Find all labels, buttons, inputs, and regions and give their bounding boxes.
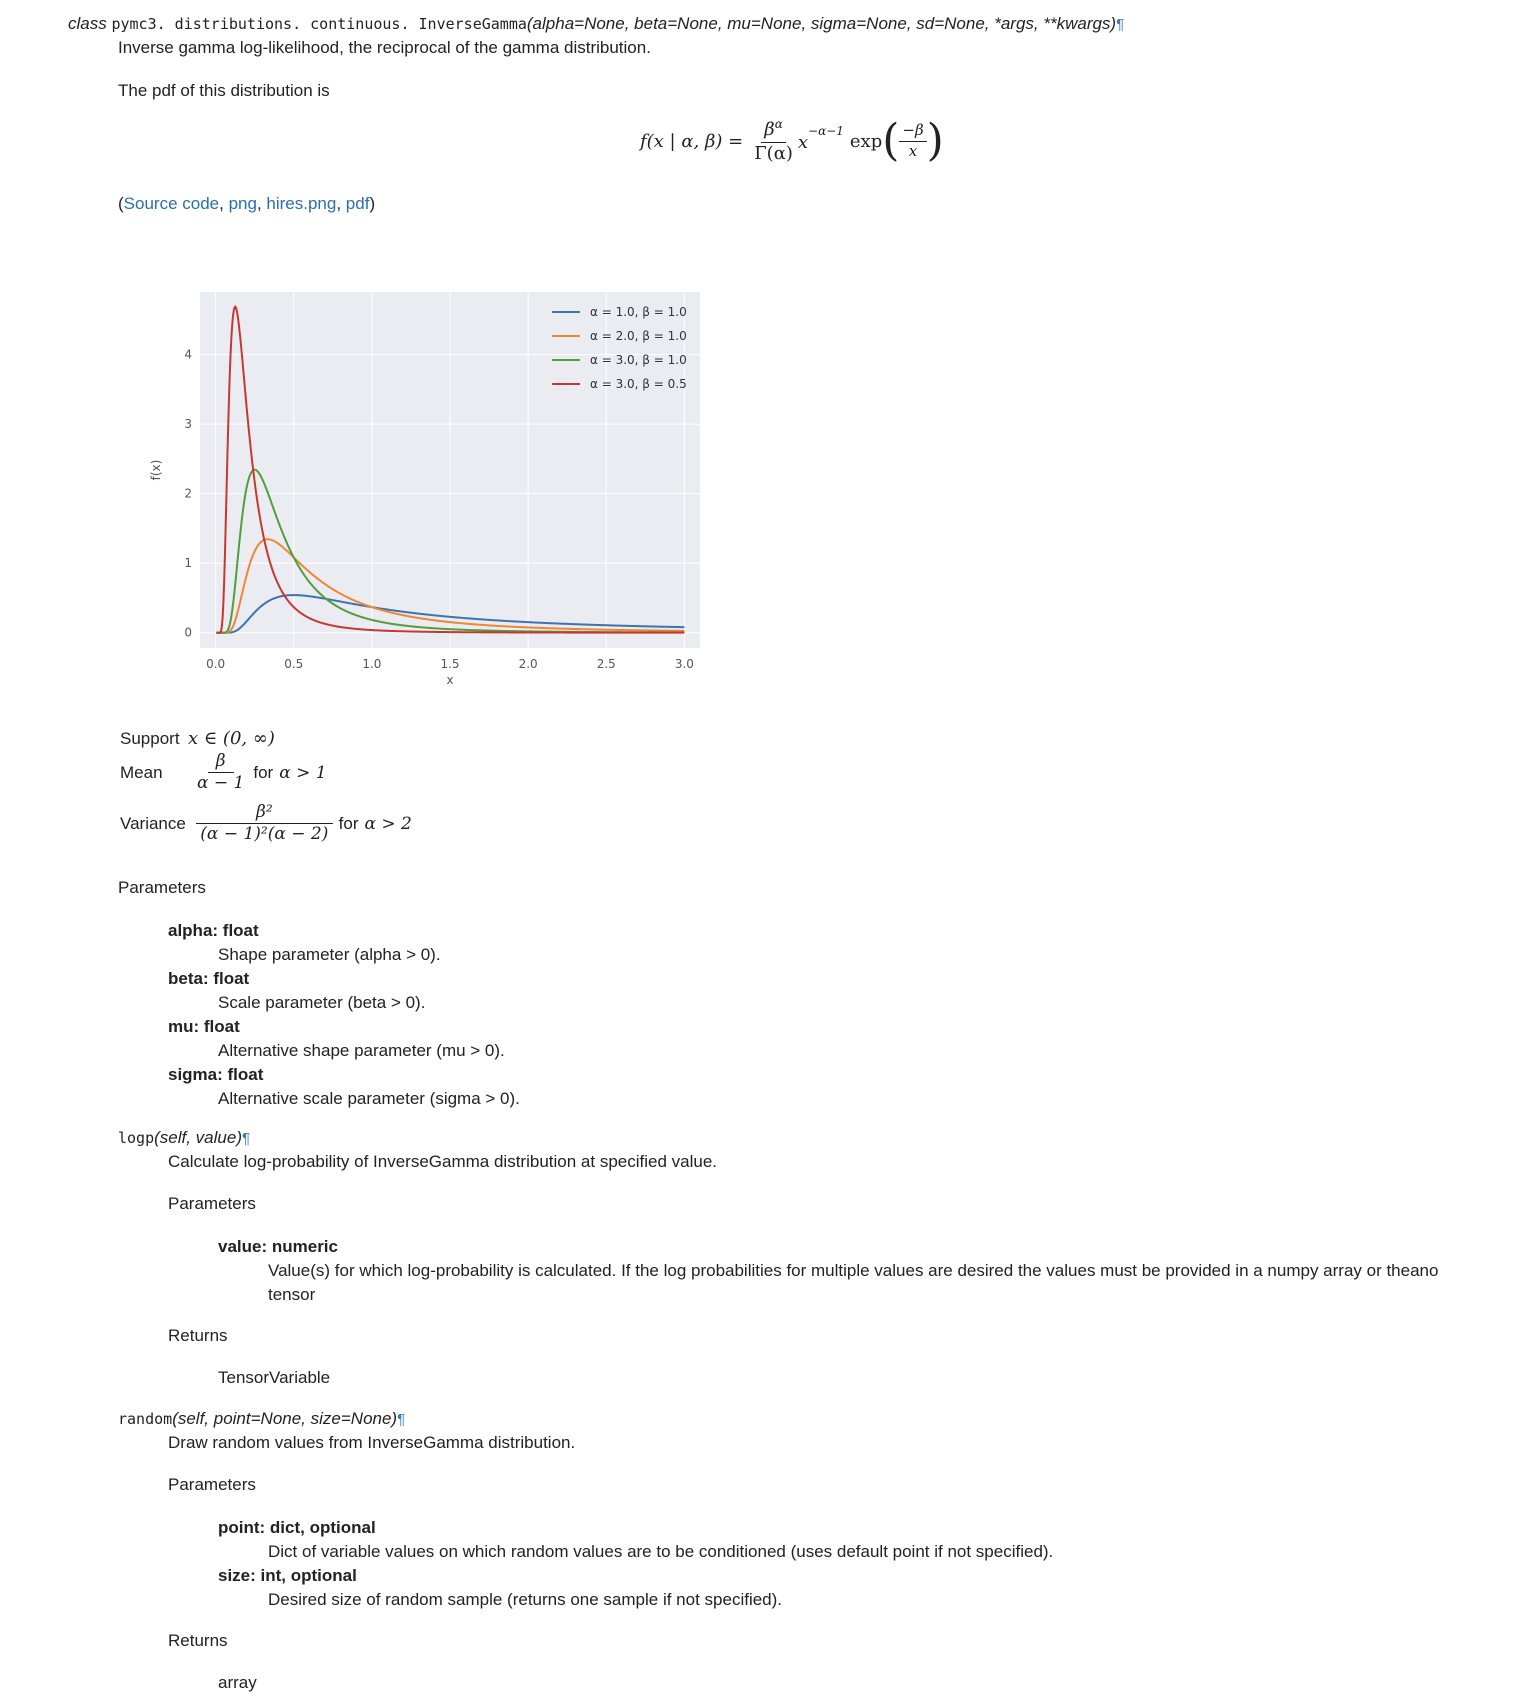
logp-name: logp [118, 1129, 155, 1147]
class-params: (alpha=None, beta=None, mu=None, sigma=None, sd=None, *args, **kwargs) [526, 14, 1117, 33]
pdf-formula [640, 115, 944, 167]
formula-main-fraction [751, 118, 796, 164]
x-tick-label: 3.0 [674, 657, 694, 671]
legend-entry: α = 2.0, β = 1.0 [590, 329, 687, 343]
param-alpha-desc: Shape parameter (alpha > 0). [218, 945, 441, 964]
variance-condition: α > 2 [364, 813, 412, 834]
formula-right-paren: ) [926, 115, 944, 167]
class-summary: Inverse gamma log-likelihood, the reciprocal of the gamma distribution. [118, 38, 651, 57]
param-mu-desc: Alternative shape parameter (mu > 0). [218, 1041, 505, 1060]
logp-returns-value: TensorVariable [218, 1368, 331, 1387]
x-tick-label: 1.0 [362, 657, 382, 671]
y-tick-label: 1 [184, 556, 192, 571]
mean-num: β [208, 752, 234, 773]
formula-inner-num: −β [899, 122, 926, 141]
mean-fraction [194, 752, 247, 793]
class-signature [68, 14, 1124, 34]
param-beta-name: beta: float [168, 969, 250, 988]
param-sigma-name: sigma: float [168, 1065, 264, 1084]
x-tick-label: 0.5 [284, 657, 304, 671]
y-axis-label: f(x) [149, 459, 163, 481]
variance-label: Variance [120, 813, 186, 833]
logp-desc: Calculate log-probability of InverseGamma distribution at specified value. [168, 1152, 717, 1171]
x-tick-label: 2.0 [518, 657, 538, 671]
logp-permalink[interactable]: ¶ [242, 1130, 251, 1147]
random-param-size-name: size: int, optional [218, 1566, 357, 1585]
random-param-point-desc: Dict of variable values on which random values are to be conditioned (uses default point if not specified). [268, 1542, 1054, 1561]
random-param-size-desc: Desired size of random sample (returns one sample if not specified). [268, 1590, 783, 1609]
mean-for: for [253, 762, 274, 782]
support-value: x ∈ (0, ∞) [188, 728, 275, 749]
param-beta-desc: Scale parameter (beta > 0). [218, 993, 426, 1012]
formula-inner-fraction [899, 122, 926, 160]
random-params: (self, point=None, size=None) [172, 1409, 398, 1428]
y-tick-label: 0 [184, 625, 192, 640]
png-link[interactable]: png [228, 194, 257, 213]
y-tick-label: 2 [184, 486, 192, 501]
hires-png-link[interactable]: hires.png [266, 194, 337, 213]
random-signature [118, 1409, 405, 1429]
logp-params: (self, value) [154, 1128, 242, 1147]
random-param-point-name: point: dict, optional [218, 1518, 376, 1537]
legend-entry: α = 3.0, β = 0.5 [590, 377, 687, 391]
legend-entry: α = 3.0, β = 1.0 [590, 353, 687, 367]
x-tick-labels [206, 657, 694, 671]
x-tick-label: 2.5 [596, 657, 616, 671]
random-returns-value: array [218, 1673, 257, 1692]
formula-inner-den: x [908, 141, 918, 160]
formula-den: Γ(α) [754, 142, 793, 164]
x-tick-label: 1.5 [440, 657, 460, 671]
x-axis-label: x [446, 673, 454, 687]
module-path: pymc3. distributions. continuous. [111, 15, 419, 33]
mean-den: α − 1 [197, 772, 245, 793]
logp-returns-heading: Returns [168, 1326, 228, 1345]
param-sigma-desc: Alternative scale parameter (sigma > 0). [218, 1089, 520, 1108]
support-row [120, 728, 275, 749]
logp-param-desc-line2: tensor [268, 1285, 316, 1304]
variance-fraction [196, 803, 333, 844]
logp-param-name: value: numeric [218, 1237, 338, 1256]
y-tick-label: 4 [184, 347, 192, 362]
variance-for: for [338, 813, 359, 833]
variance-den: (α − 1)²(α − 2) [200, 823, 329, 844]
class-permalink[interactable]: ¶ [1116, 16, 1125, 33]
random-returns-heading: Returns [168, 1631, 228, 1650]
formula-exp: exp [849, 130, 883, 152]
source-links: (Source code, png, hires.png, pdf) [118, 194, 376, 213]
support-label: Support [120, 729, 180, 748]
formula-num-exp: α [774, 117, 783, 131]
legend-entry: α = 1.0, β = 1.0 [590, 305, 687, 319]
random-permalink[interactable]: ¶ [397, 1411, 406, 1428]
logp-param-desc-line1: Value(s) for which log-probability is calculated. If the log probabilities for multiple values are desired the values must be provided in a numpy array or theano [268, 1261, 1439, 1280]
pdf-link[interactable]: pdf [345, 194, 370, 213]
formula-x: $x^{-\alpha-1}$ [797, 123, 844, 153]
random-name: random [118, 1410, 173, 1428]
y-tick-label: 3 [184, 417, 192, 432]
mean-row [120, 752, 327, 793]
pdf-intro: The pdf of this distribution is [118, 81, 330, 100]
param-mu-name: mu: float [168, 1017, 240, 1036]
formula-num-base: β [764, 119, 775, 140]
random-parameters-heading: Parameters [168, 1475, 256, 1494]
param-alpha-name: alpha: float [168, 921, 259, 940]
variance-row [120, 803, 412, 844]
formula-lhs: f(x | α, β) = [640, 130, 744, 152]
mean-label: Mean [120, 762, 163, 782]
mean-condition: α > 1 [279, 762, 327, 783]
logp-signature [118, 1128, 250, 1148]
parameters-heading: Parameters [118, 878, 206, 897]
class-keyword: class [68, 14, 107, 33]
x-tick-label: 0.0 [206, 657, 226, 671]
variance-num: β² [196, 803, 333, 824]
formula-left-paren: ( [882, 115, 900, 167]
class-name: InverseGamma [418, 15, 527, 33]
source-code-link[interactable]: Source code [123, 194, 220, 213]
y-tick-labels [184, 348, 192, 640]
pdf-chart [140, 280, 710, 700]
random-desc: Draw random values from InverseGamma distribution. [168, 1433, 576, 1452]
formula-x-exp: −α−1 [808, 123, 844, 138]
logp-parameters-heading: Parameters [168, 1194, 256, 1213]
